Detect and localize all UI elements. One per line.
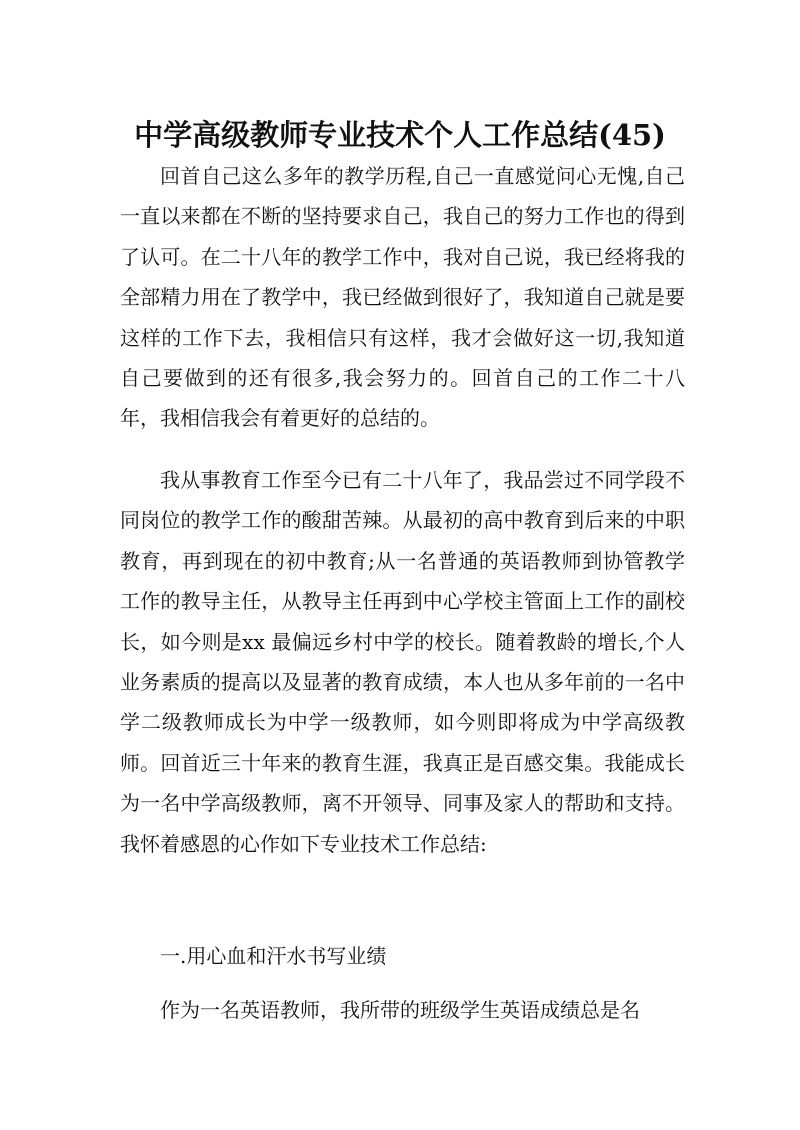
paragraph-3: 作为一名英语教师，我所带的班级学生英语成绩总是名 bbox=[160, 998, 640, 1022]
document-title: 中学高级教师专业技术个人工作总结(45) bbox=[134, 118, 666, 153]
paragraph-2: 我从事教育工作至今已有二十八年了，我品尝过不同学段不同岗位的教学工作的酸甜苦辣。从最初的高中教育到后来的中职教育，再到现在的初中教育;从一名普通的英语教师到协管教学工作的教导主任，从教导主任再到中心学校主管面上工作的副校长，如今则是xx 最偏远乡村中学的校长。随着教龄的增长,个人业务素质的提高以及显著的教育成绩，本人也从多年前的一名中学二级教师成长为中学一级教师，如今则即将成为中学高级教师。回首近三十年来的教育生涯，我真正是百感交集。我能成长为一名中学高级教师，离不开领导、同事及家人的帮助和支持。我怀着感恩的心作如下专业技术工作总结: bbox=[120, 468, 685, 856]
paragraph-1: 回首自己这么多年的教学历程,自己一直感觉问心无愧,自己一直以来都在不断的坚持要求自己，我自己的努力工作也的得到了认可。在二十八年的教学工作中，我对自己说，我已经将我的全部精力用在了教学中，我已经做到很好了，我知道自己就是要这样的工作下去，我相信只有这样，我才会做好这一切,我知道自己要做到的还有很多,我会努力的。回首自己的工作二十八年，我相信我会有着更好的总结的。 bbox=[120, 164, 685, 431]
section-heading: 一.用心血和汗水书写业绩 bbox=[160, 944, 387, 968]
